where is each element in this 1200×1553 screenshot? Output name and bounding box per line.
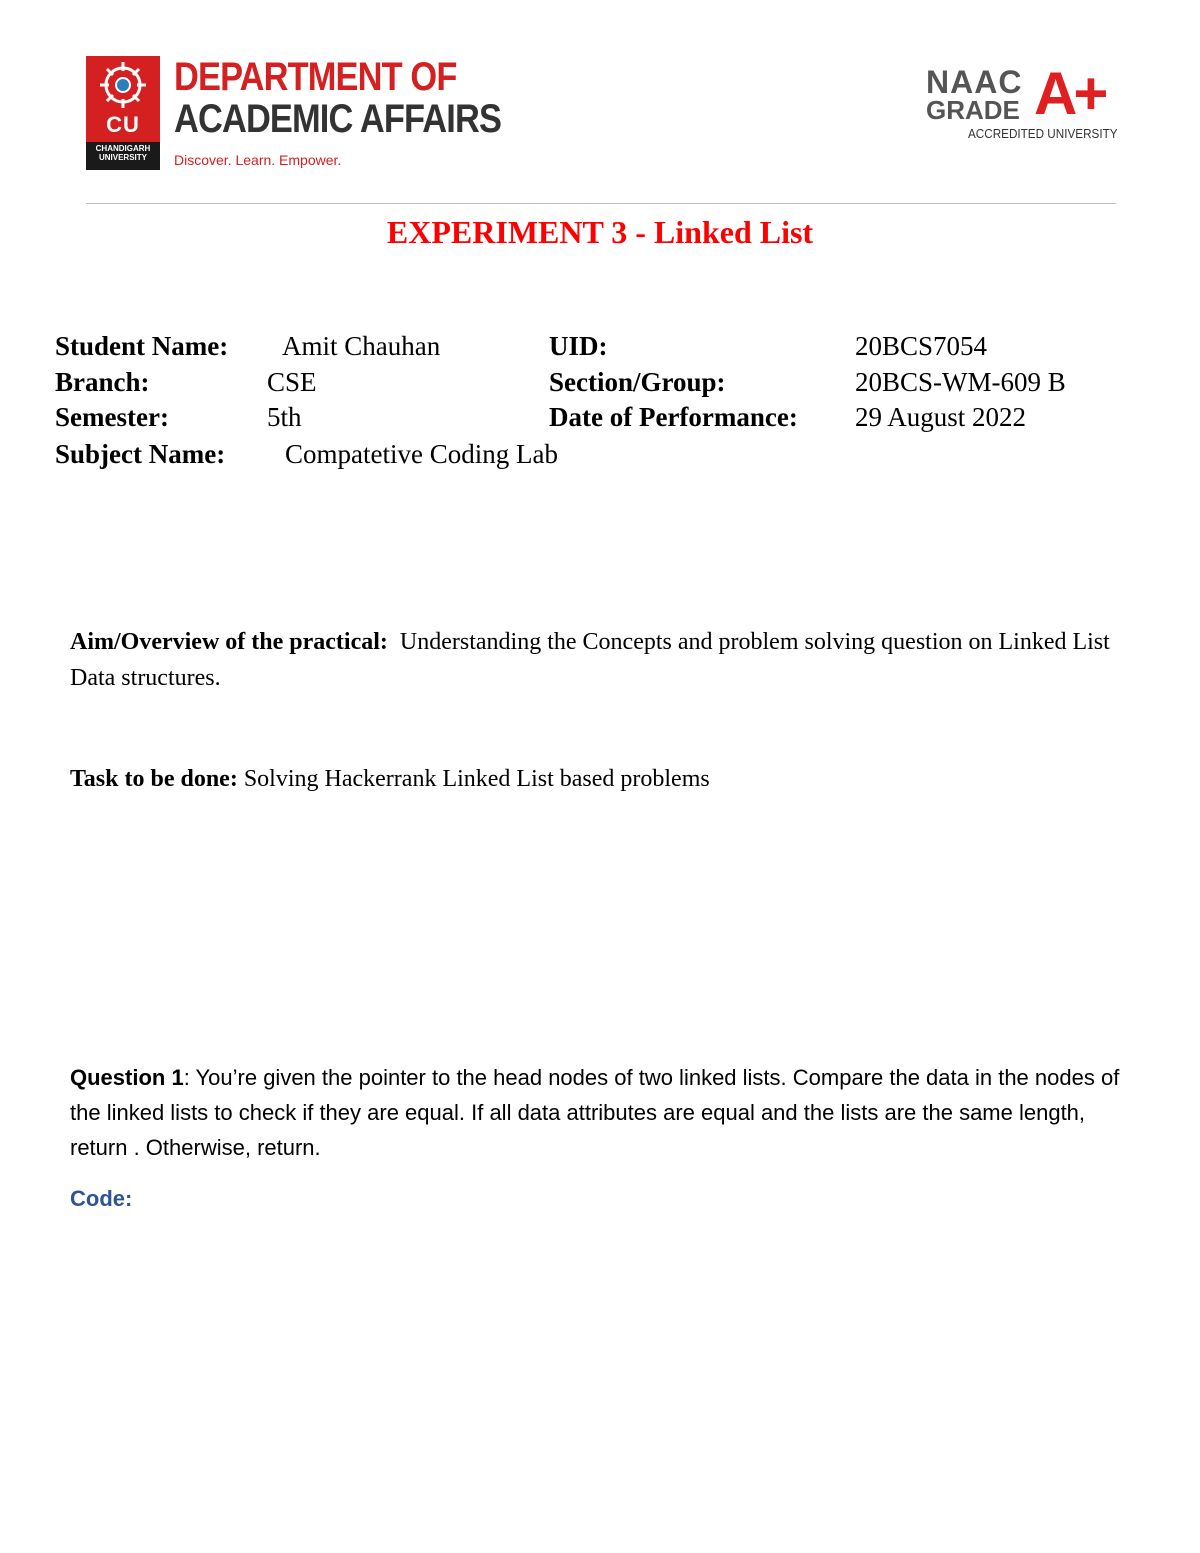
date-value: 29 August 2022 [855, 402, 1027, 432]
aim-paragraph [70, 624, 1140, 696]
branch-value: CSE [267, 367, 317, 397]
student-name-label: Student Name: [55, 331, 229, 361]
wheel-icon [98, 60, 148, 110]
naac-logo [922, 60, 1122, 148]
semester-label: Semester: [55, 402, 169, 432]
task-label: Task to be done: [70, 766, 238, 792]
emblem-university-text: CHANDIGARH UNIVERSITY [95, 144, 151, 162]
department-title-line1: DEPARTMENT OF [174, 55, 457, 99]
section-label: Section/Group: [549, 367, 726, 397]
grade-value: A+ [1034, 60, 1105, 127]
cu-emblem [86, 56, 160, 170]
subject-label: Subject Name: [55, 439, 226, 469]
department-title [174, 56, 501, 140]
uid-value: 20BCS7054 [855, 331, 988, 361]
code-label: Code: [70, 1186, 133, 1211]
grade-text: GRADE [926, 95, 1020, 125]
semester-value: 5th [267, 402, 302, 432]
section-value: 20BCS-WM-609 B [855, 367, 1066, 397]
student-name-value: Amit Chauhan [282, 331, 441, 361]
emblem-cu-text: CU [106, 112, 140, 137]
department-title-line2: ACADEMIC AFFAIRS [174, 97, 502, 141]
question-1-label: Question 1 [70, 1065, 184, 1090]
department-logo [86, 56, 506, 172]
tagline: Discover. Learn. Empower. [174, 152, 342, 168]
subject-value: Compatetive Coding Lab [285, 439, 558, 469]
aim-label: Aim/Overview of the practical: [70, 629, 388, 655]
aim-text: Understanding the Concepts and problem solving question on Linked List Data structures. [70, 629, 1110, 691]
question-1-paragraph [70, 1060, 1140, 1165]
header-divider [86, 203, 1116, 204]
accredited-text: ACCREDITED UNIVERSITY [968, 126, 1118, 141]
experiment-title: EXPERIMENT 3 - Linked List [386, 214, 814, 250]
task-paragraph [70, 761, 1140, 797]
question-1-text: : You’re given the pointer to the head nodes of two linked lists. Compare the data in the nodes of the linked lists to check if they are equal. If all data attributes are equal and the lists are the same length, return . Otherwise, return. [70, 1065, 1120, 1160]
date-label: Date of Performance: [549, 402, 798, 432]
uid-label: UID: [549, 331, 608, 361]
branch-label: Branch: [55, 367, 150, 397]
naac-text: NAAC [926, 64, 1023, 100]
task-text: Solving Hackerrank Linked List based problems [243, 766, 710, 792]
